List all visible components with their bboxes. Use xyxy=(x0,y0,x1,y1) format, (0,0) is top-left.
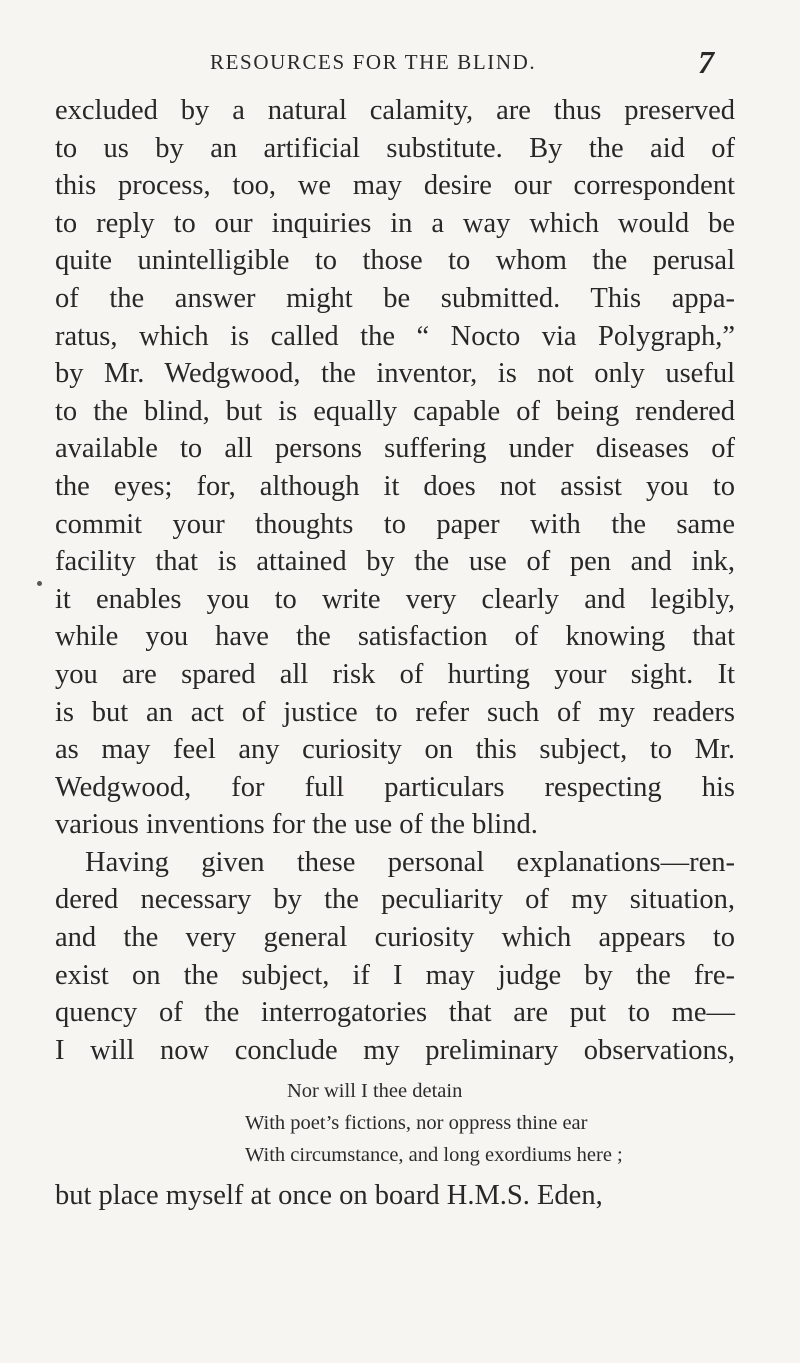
text-line: the eyes; for, although it does not assist you to xyxy=(55,470,735,502)
text-line: Wedgwood, for full particulars respecting his xyxy=(55,771,735,803)
paragraph-start-line: Having given these personal explanations—ren- xyxy=(85,846,735,878)
text-line: ratus, which is called the “ Nocto via Polygraph,” xyxy=(55,320,735,352)
text-line: by Mr. Wedgwood, the inventor, is not only useful xyxy=(55,358,735,390)
text-line: I will now conclude my preliminary observations, xyxy=(55,1034,735,1066)
text-line: dered necessary by the peculiarity of my situation, xyxy=(55,884,735,916)
text-line: and the very general curiosity which appears to xyxy=(55,922,735,954)
text-line: excluded by a natural calamity, are thus preserved xyxy=(55,95,735,126)
verse-quote-line: With circumstance, and long exordiums here ; xyxy=(245,1144,623,1167)
running-title: RESOURCES FOR THE BLIND. xyxy=(210,50,537,74)
text-line: as may feel any curiosity on this subject, to Mr. xyxy=(55,734,735,766)
page-number: 7 xyxy=(698,44,714,80)
text-line: to the blind, but is equally capable of being rendered xyxy=(55,395,735,427)
text-line: available to all persons suffering under diseases of xyxy=(55,433,735,465)
text-line: quite unintelligible to those to whom the perusal xyxy=(55,245,735,277)
margin-dot-mark xyxy=(37,581,42,586)
text-line: facility that is attained by the use of pen and ink, xyxy=(55,546,735,578)
text-line: this process, too, we may desire our correspondent xyxy=(55,170,735,202)
closing-line: but place myself at once on board H.M.S. Eden, xyxy=(55,1180,603,1212)
text-line: is but an act of justice to refer such of my readers xyxy=(55,696,735,728)
text-line: exist on the subject, if I may judge by the fre- xyxy=(55,959,735,991)
verse-quote-line: Nor will I thee detain xyxy=(287,1080,463,1103)
text-line: various inventions for the use of the blind. xyxy=(55,809,538,841)
text-line: to us by an artificial substitute. By the aid of xyxy=(55,132,735,164)
text-line: of the answer might be submitted. This appa- xyxy=(55,282,735,314)
text-line: you are spared all risk of hurting your sight. It xyxy=(55,658,735,690)
text-line: to reply to our inquiries in a way which would be xyxy=(55,207,735,239)
body-text xyxy=(55,92,735,1215)
text-line: while you have the satisfaction of knowing that xyxy=(55,621,735,653)
text-line: it enables you to write very clearly and legibly, xyxy=(55,583,735,615)
text-line: commit your thoughts to paper with the same xyxy=(55,508,735,540)
text-line: quency of the interrogatories that are put to me— xyxy=(55,997,735,1029)
verse-quote-line: With poet’s fictions, nor oppress thine ear xyxy=(245,1112,588,1135)
